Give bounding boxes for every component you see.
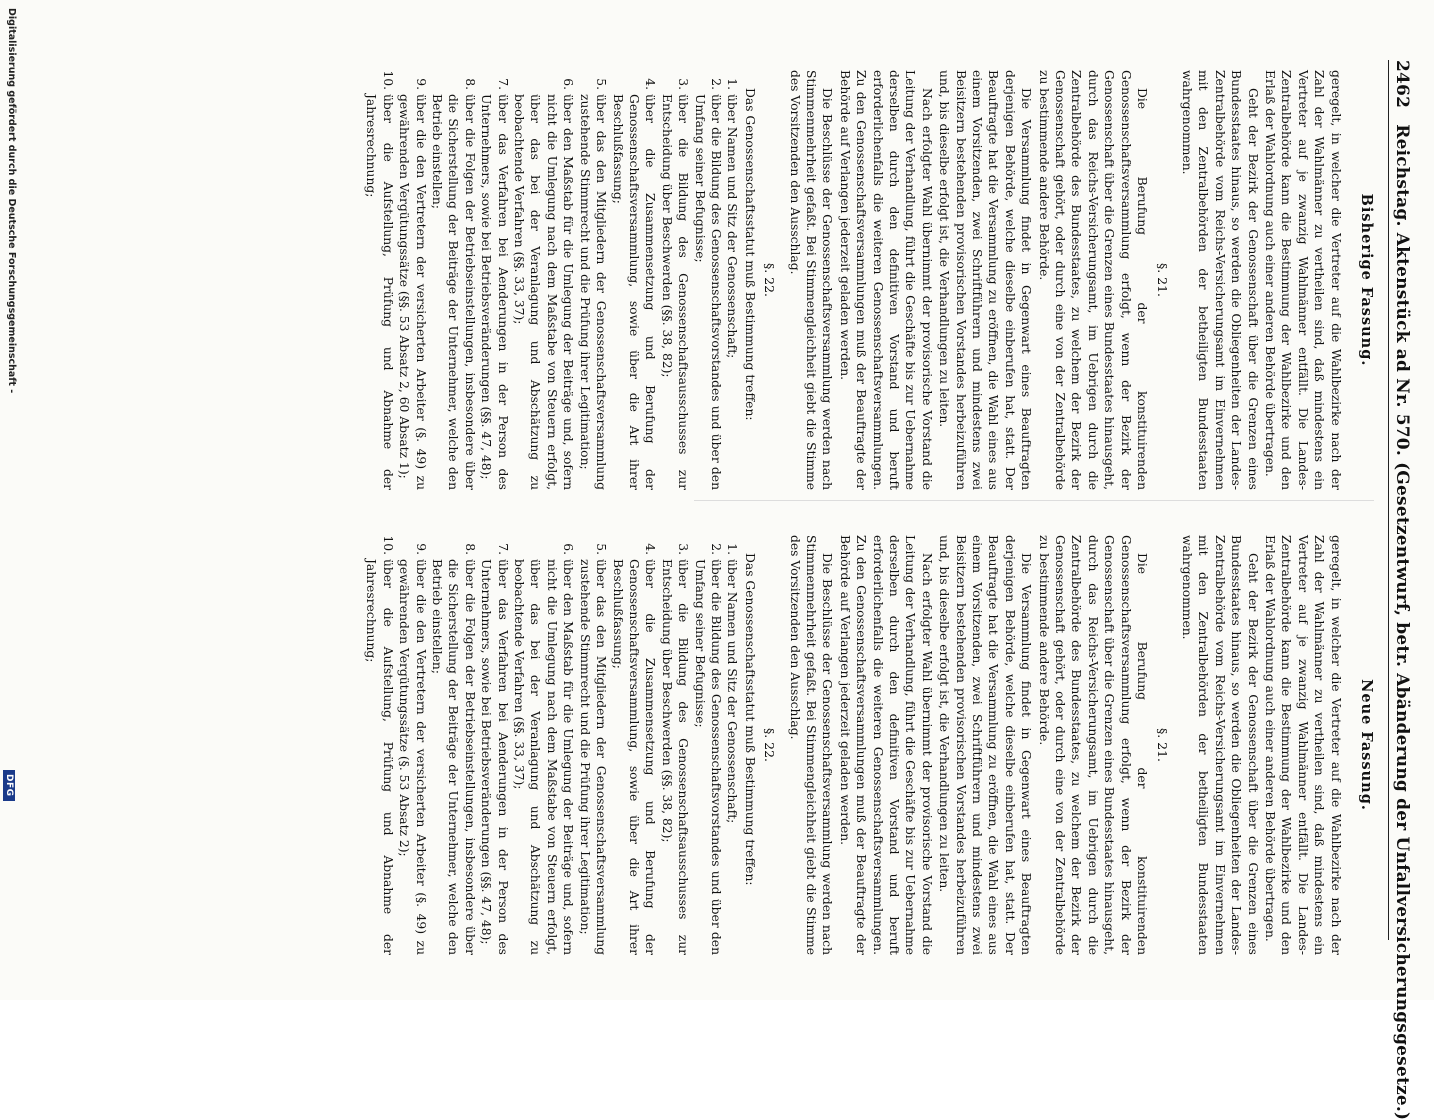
list-item-text: über die Bildung des Genossenschaftsvorstandes und über den Umfang seiner Befugnisse;	[692, 559, 723, 955]
digitization-credit: Digitalisierung gefördert durch die Deutsche Forschungsgemeinschaft -	[6, 8, 17, 394]
list-item-text: über das Verfahren bei Aenderungen in der Person des Unternehmers, sowie bei Betriebsveränderungen (§§. 47, 48);	[479, 94, 510, 490]
paragraph: Die Beschlüsse der Genossenschaftsversammlung werden nach Stimmenmehrheit gefaßt. Bei Stimmengleichheit giebt die Stimme des Vorsitzenden den Ausschlag.	[787, 70, 835, 490]
paragraph: geregelt, in welcher die Vertreter auf die Wahlbezirke nach der Zahl der Wahlmänner zu vertheilen sind, daß mindestens ein Vertreter auf je zwanzig Wahlmänner entfällt. Die Landes-Zentralbehörde kann die Bestimmung der Wahlbezirke und den Erlaß der Wahlordnung auch einer anderen Behörde übertragen.	[1262, 70, 1343, 490]
list-item-number: 7.	[495, 78, 510, 90]
paragraph: Nach erfolgter Wahl übernimmt der provisorische Vorstand die Leitung der Verhandlung, führt die Geschäfte bis zur Uebernahme derselben durch den definitiven Vorstand und beruft erforderlichenfalls die weiteren Genossenschaftsversammlungen. Zu den Genossenschaftsversammlungen muß der Beauftragte der Behörde auf Verlangen jederzeit geladen werden.	[837, 70, 934, 490]
list-item-number: 6.	[561, 78, 576, 90]
section-heading-21: §. 21.	[1154, 727, 1170, 763]
column-title: Neue Fassung.	[1358, 679, 1375, 811]
list-item-number: 10.	[380, 70, 395, 90]
section-heading-22: §. 22.	[762, 727, 778, 763]
list-item	[396, 535, 429, 955]
list-item-number: 3.	[676, 543, 691, 555]
list-item	[363, 70, 396, 490]
list-item	[691, 535, 724, 955]
list-item-text: über die Folgen der Betriebseinstellungen, insbesondere über die Sicherstellung der Beiträge der Unternehmer, welche den Betrieb einstellen;	[430, 559, 477, 955]
page-number: 2462	[1392, 60, 1412, 109]
list-item	[609, 535, 658, 955]
list-item	[511, 535, 577, 955]
paragraph: Geht der Bezirk der Genossenschaft über die Grenzen eines Bundesstaates hinaus, so werden die Obliegenheiten der Landes-Zentralbehörde vom Reichs-Versicherungsamt im Einvernehmen mit den Zentralbehörden der betheiligten Bundesstaaten wahrgenommen.	[1179, 535, 1260, 955]
list-item	[396, 70, 429, 490]
column-old-version	[363, 70, 1374, 490]
list-item-number: 1.	[725, 78, 740, 90]
list-item-text: über das den Mitgliedern der Genossenschaftsversammlung zustehende Stimmrecht und die Prüfung ihrer Legitimation;	[577, 94, 609, 490]
list-item-number: 9.	[413, 78, 428, 90]
list-item	[363, 535, 396, 955]
list-item	[691, 70, 724, 490]
list-item-number: 8.	[462, 543, 477, 555]
list-item-number: 5.	[594, 543, 609, 555]
list-item-text: über die Zusammensetzung und Berufung der Genossenschaftsversammlung, sowie über die Art ihrer Beschlußfassung;	[610, 559, 658, 955]
list-item-text: über den Maßstab für die Umlegung der Beiträge und, sofern nicht die Umlegung nach dem Maßstabe von Steuern erfolgt, über das bei der Veranlagung und Abschätzung zu beobachtende Verfahren (§§. 33, 37);	[512, 559, 576, 955]
paragraph: Geht der Bezirk der Genossenschaft über die Grenzen eines Bundesstaates hinaus, so werden die Obliegenheiten der Landes-Zentralbehörde vom Reichs-Versicherungsamt im Einvernehmen mit den Zentralbehörden der betheiligten Bundesstaaten wahrgenommen.	[1179, 70, 1260, 490]
header-title: Reichstag. Aktenstück ad Nr. 570. (Gesetzentwurf, betr. Abänderung der Unfallversicherungsgesetze.)	[1392, 124, 1412, 1120]
paragraph: Die Berufung der konstituirenden Genossenschaftsversammlung erfolgt, wenn der Bezirk der Genossenschaft über die Grenzen eines Bundesstaates hinausgeht, durch das Reichs-Versicherungsamt, im Uebrigen durch die Zentralbehörde des Bundesstaates, zu welchem der Bezirk der Genossenschaft gehört, oder durch eine von der Zentralbehörde zu bestimmende andere Behörde.	[1036, 535, 1150, 955]
list-item-text: über das Verfahren bei Aenderungen in der Person des Unternehmers, sowie bei Betriebsveränderungen (§§. 47, 48);	[479, 559, 510, 955]
paragraph: Die Berufung der konstituirenden Genossenschaftsversammlung erfolgt, wenn der Bezirk der Genossenschaft über die Grenzen eines Bundesstaates hinausgeht, durch das Reichs-Versicherungsamt, im Uebrigen durch die Zentralbehörde des Bundesstaates, zu welchem der Bezirk der Genossenschaft gehört, oder durch eine von der Zentralbehörde zu bestimmende andere Behörde.	[1036, 70, 1150, 490]
list-item-text: über die Bildung des Genossenschaftsvorstandes und über den Umfang seiner Befugnisse;	[692, 94, 723, 490]
column-divider	[694, 500, 1374, 501]
list-item-text: über die Aufstellung, Prüfung und Abnahme der Jahresrechnung;	[364, 94, 395, 490]
list-item-text: über die den Vertretern der versicherten Arbeiter (§. 49) zu gewährenden Vergütungssätze (§. 53 Absatz 2);	[397, 559, 428, 955]
list-item-number: 4.	[643, 78, 658, 90]
paragraph: Die Versammlung findet in Gegenwart eines Beauftragten derjenigen Behörde, welche dieselbe einberufen hat, statt. Der Beauftragte hat die Versammlung zu eröffnen, die Wahl eines aus einem Vorsitzenden, zwei Schriftführern und mindestens zwei Beisitzern bestehenden provisorischen Vorstandes herbeizuführen und, bis dieselbe erfolgt ist, die Verhandlungen zu leiten.	[937, 535, 1034, 955]
statute-provisions-list	[363, 70, 740, 490]
paragraph: geregelt, in welcher die Vertreter auf die Wahlbezirke nach der Zahl der Wahlmänner zu vertheilen sind, daß mindestens ein Vertreter auf je zwanzig Wahlmänner entfällt. Die Landes-Zentralbehörde kann die Bestimmung der Wahlbezirke und den Erlaß der Wahlordnung auch einer anderen Behörde übertragen.	[1262, 535, 1343, 955]
list-item	[478, 70, 511, 490]
list-item	[658, 535, 691, 955]
list-item	[658, 70, 691, 490]
list-item-number: 2.	[708, 78, 723, 90]
page-header	[1388, 60, 1412, 1120]
list-item	[724, 535, 740, 955]
list-item-number: 7.	[495, 543, 510, 555]
list-item-text: über den Maßstab für die Umlegung der Beiträge und, sofern nicht die Umlegung nach dem Maßstabe von Steuern erfolgt, über das bei der Veranlagung und Abschätzung zu beobachtende Verfahren (§§. 33, 37);	[512, 94, 576, 490]
dfg-logo: DFG	[3, 770, 15, 801]
section-heading-21: §. 21.	[1154, 262, 1170, 298]
list-item-text: über die Aufstellung, Prüfung und Abnahme der Jahresrechnung;	[364, 559, 395, 955]
paragraph: Die Beschlüsse der Genossenschaftsversammlung werden nach Stimmenmehrheit gefaßt. Bei Stimmengleichheit giebt die Stimme des Vorsitzenden den Ausschlag.	[787, 535, 835, 955]
list-item-number: 10.	[380, 535, 395, 555]
list-item-text: über die Bildung des Genossenschaftsausschusses zur Entscheidung über Beschwerden (§§. 38, 82);	[659, 94, 691, 490]
statute-provisions-list	[363, 535, 740, 955]
list-item-number: 4.	[643, 543, 658, 555]
list-item	[511, 70, 577, 490]
list-item-number: 5.	[594, 78, 609, 90]
list-item-text: über die den Vertretern der versicherten Arbeiter (§. 49) zu gewährenden Vergütungssätze (§§. 53 Absatz 2, 60 Absatz 1);	[397, 94, 428, 490]
paragraph: Nach erfolgter Wahl übernimmt der provisorische Vorstand die Leitung der Verhandlung, führt die Geschäfte bis zur Uebernahme derselben durch den definitiven Vorstand und beruft erforderlichenfalls die weiteren Genossenschaftsversammlungen. Zu den Genossenschaftsversammlungen muß der Beauftragte der Behörde auf Verlangen jederzeit geladen werden.	[837, 535, 934, 955]
list-item	[576, 70, 609, 490]
list-item-number: 8.	[462, 78, 477, 90]
list-item	[478, 535, 511, 955]
list-item-text: über Namen und Sitz der Genossenschaft;	[725, 559, 740, 824]
column-new-version	[363, 535, 1374, 955]
list-item	[576, 535, 609, 955]
list-item-text: über das den Mitgliedern der Genossenschaftsversammlung zustehende Stimmrecht und die Prüfung ihrer Legitimation;	[577, 559, 609, 955]
section-heading-22: §. 22.	[762, 262, 778, 298]
list-item-number: 3.	[676, 78, 691, 90]
paragraph: Die Versammlung findet in Gegenwart eines Beauftragten derjenigen Behörde, welche dieselbe einberufen hat, statt. Der Beauftragte hat die Versammlung zu eröffnen, die Wahl eines aus einem Vorsitzenden, zwei Schriftführern und mindestens zwei Beisitzern bestehenden provisorischen Vorstandes herbeizuführen und, bis dieselbe erfolgt ist, die Verhandlungen zu leiten.	[937, 70, 1034, 490]
list-item	[429, 535, 478, 955]
list-item-number: 1.	[725, 543, 740, 555]
list-item-number: 2.	[708, 543, 723, 555]
list-item	[609, 70, 658, 490]
list-item-text: über die Folgen der Betriebseinstellungen, insbesondere über die Sicherstellung der Beiträge der Unternehmer, welche den Betrieb einstellen;	[430, 94, 477, 490]
list-item-number: 9.	[413, 543, 428, 555]
section-22-intro: Das Genossenschaftsstatut muß Bestimmung treffen:	[742, 88, 757, 421]
list-item-text: über die Zusammensetzung und Berufung der Genossenschaftsversammlung, sowie über die Art ihrer Beschlußfassung;	[610, 94, 658, 490]
section-22-intro: Das Genossenschaftsstatut muß Bestimmung treffen:	[742, 553, 757, 886]
list-item-text: über Namen und Sitz der Genossenschaft;	[725, 94, 740, 359]
list-item	[724, 70, 740, 490]
column-title: Bisherige Fassung.	[1358, 193, 1375, 367]
list-item-number: 6.	[561, 543, 576, 555]
list-item	[429, 70, 478, 490]
list-item-text: über die Bildung des Genossenschaftsausschusses zur Entscheidung über Beschwerden (§§. 38, 82);	[659, 559, 691, 955]
